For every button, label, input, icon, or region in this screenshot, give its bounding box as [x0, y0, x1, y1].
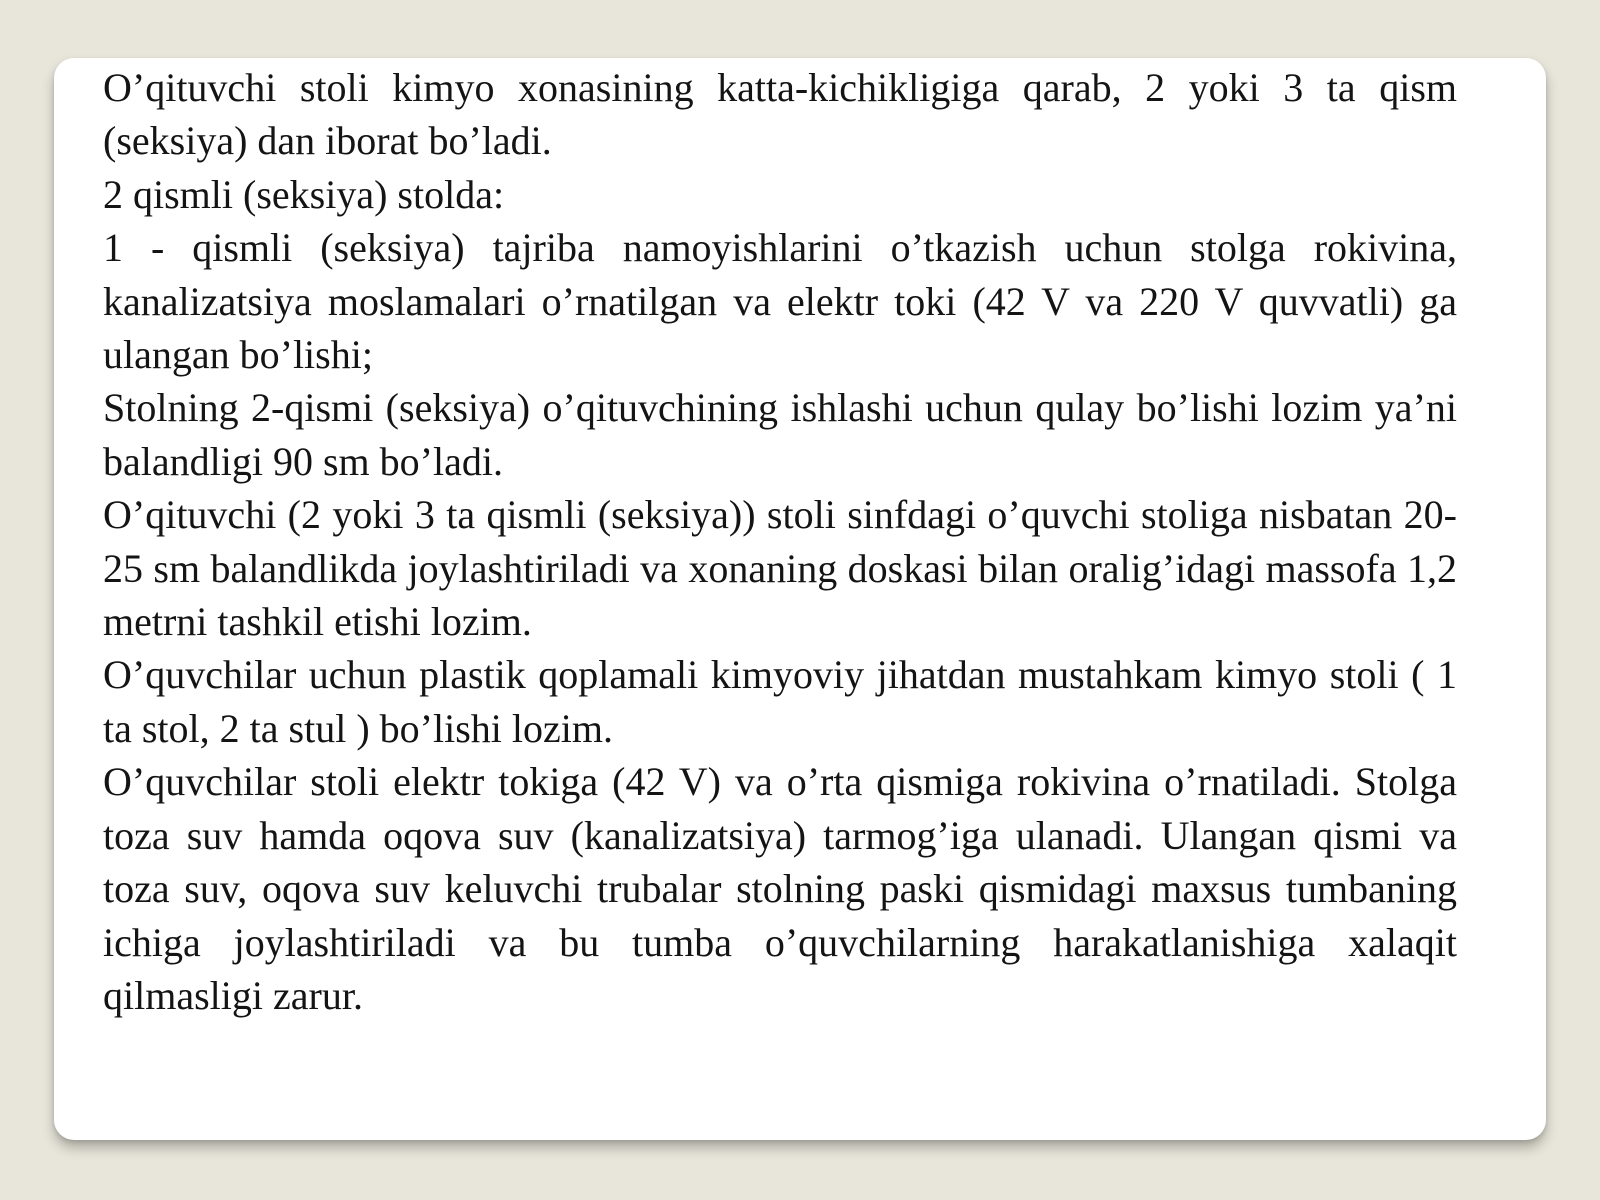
- paragraph: Stolning 2-qismi (seksiya) o’qituvchining ishlashi uchun qulay bo’lishi lozim ya’ni balandligi 90 sm bo’ladi.: [103, 385, 1457, 484]
- paragraph: O’qituvchi (2 yoki 3 ta qismli (seksiya)) stoli sinfdagi o’quvchi stoliga nisbatan 20-25 sm balandlikda joylashtiriladi va xonaning doskasi bilan oralig’idagi massofa 1,2 metrni tashkil etishi lozim.: [103, 492, 1457, 645]
- paragraph: O’quvchilar uchun plastik qoplamali kimyoviy jihatdan mustahkam kimyo stoli ( 1 ta stol, 2 ta stul ) bo’lishi lozim.: [103, 652, 1457, 751]
- paragraph: O’quvchilar stoli elektr tokiga (42 V) va o’rta qismiga rokivina o’rnatiladi. Stolga toza suv hamda oqova suv (kanalizatsiya) tarmog’iga ulanadi. Ulangan qismi va toza suv, oqova suv keluvchi trubalar stolning paski qismidagi maxsus tumbaning ichiga joylashtiriladi va bu tumba o’quvchilarning harakatlanishiga xalaqit qilmasligi zarur.: [103, 759, 1457, 1018]
- paragraph: O’qituvchi stoli kimyo xonasining katta-kichikligiga qarab, 2 yoki 3 ta qism (seksiya) dan iborat bo’ladi.: [103, 65, 1457, 164]
- paragraph: 1 - qismli (seksiya) tajriba namoyishlarini o’tkazish uchun stolga rokivina, kanalizatsiya moslamalari o’rnatilgan va elektr toki (42 V va 220 V quvvatli) ga ulangan bo’lishi;: [103, 225, 1457, 378]
- text-body: [103, 61, 1457, 1022]
- paragraph: 2 qismli (seksiya) stolda:: [103, 171, 505, 217]
- slide-card: [54, 58, 1546, 1140]
